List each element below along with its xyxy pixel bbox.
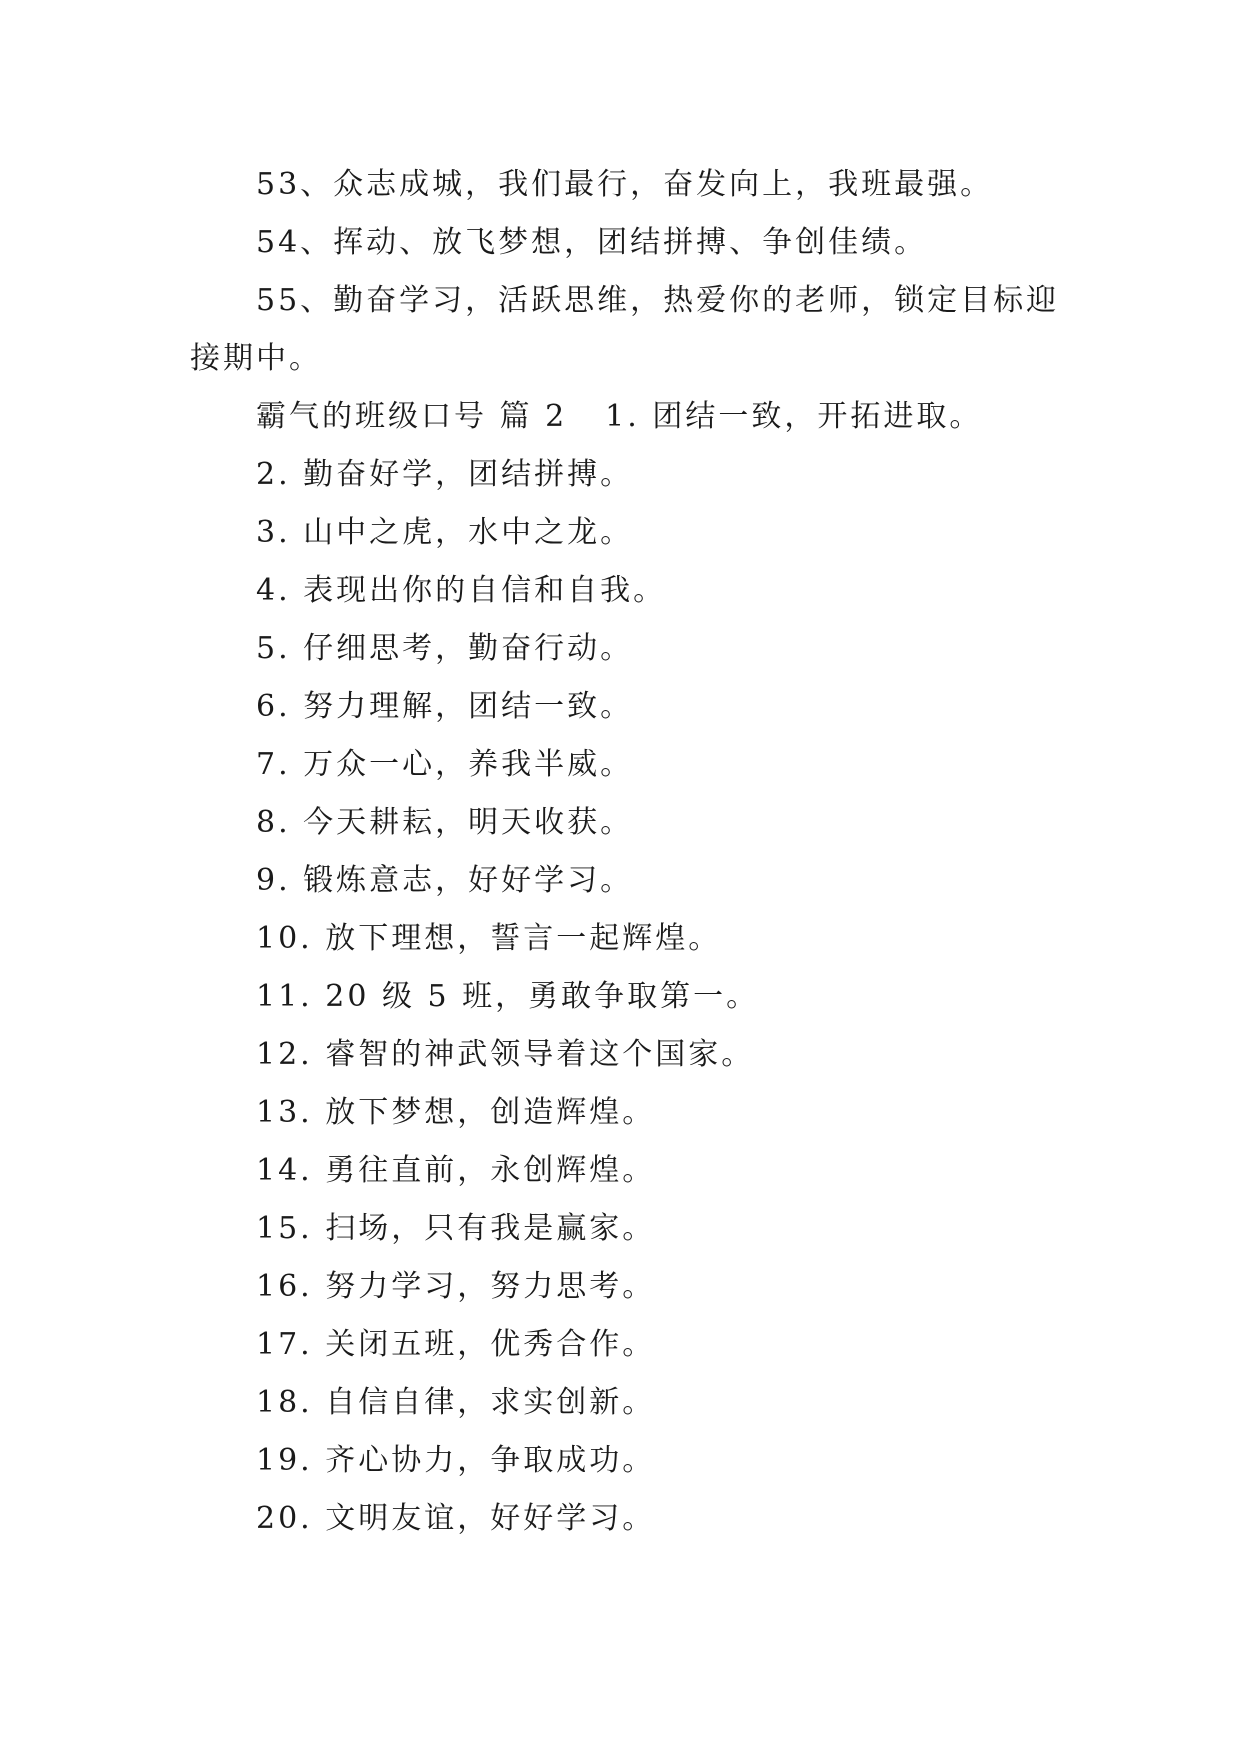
slogan-item: 9. 锻炼意志，好好学习。	[256, 863, 634, 898]
slogan-item: 19. 齐心协力，争取成功。	[256, 1443, 656, 1478]
slogan-item: 8. 今天耕耘，明天收获。	[256, 805, 634, 840]
slogan-item: 16. 努力学习，努力思考。	[256, 1269, 656, 1304]
slogan-item: 5. 仔细思考，勤奋行动。	[256, 631, 634, 666]
slogan-item: 20. 文明友谊，好好学习。	[256, 1501, 656, 1536]
slogan-item: 7. 万众一心，养我半威。	[256, 747, 634, 782]
slogan-item: 4. 表现出你的自信和自我。	[256, 573, 667, 608]
slogan-line-54: 54、挥动、放飞梦想，团结拼搏、争创佳绩。	[256, 225, 928, 260]
section-heading-line	[256, 397, 982, 437]
slogan-item-1: 1. 团结一致，开拓进取。	[605, 399, 983, 434]
slogan-item: 14. 勇往直前，永创辉煌。	[256, 1153, 656, 1188]
slogan-item: 11. 20 级 5 班，勇敢争取第一。	[256, 979, 760, 1014]
slogan-item: 2. 勤奋好学，团结拼搏。	[256, 457, 634, 492]
slogan-item: 6. 努力理解，团结一致。	[256, 689, 634, 724]
slogan-item: 10. 放下理想，誓言一起辉煌。	[256, 921, 722, 956]
slogan-line-55-continuation: 接期中。	[190, 341, 322, 376]
slogan-item: 17. 关闭五班，优秀合作。	[256, 1327, 656, 1362]
slogan-item: 13. 放下梦想，创造辉煌。	[256, 1095, 656, 1130]
slogan-item: 18. 自信自律，求实创新。	[256, 1385, 656, 1420]
slogan-item: 15. 扫场，只有我是赢家。	[256, 1211, 656, 1246]
section-heading: 霸气的班级口号 篇 2	[256, 399, 568, 434]
slogan-item: 3. 山中之虎，水中之龙。	[256, 515, 634, 550]
slogan-line-53: 53、众志成城，我们最行，奋发向上，我班最强。	[256, 167, 994, 202]
slogan-item: 12. 睿智的神武领导着这个国家。	[256, 1037, 755, 1072]
slogan-line-55: 55、勤奋学习，活跃思维，热爱你的老师，锁定目标迎	[256, 283, 1060, 318]
